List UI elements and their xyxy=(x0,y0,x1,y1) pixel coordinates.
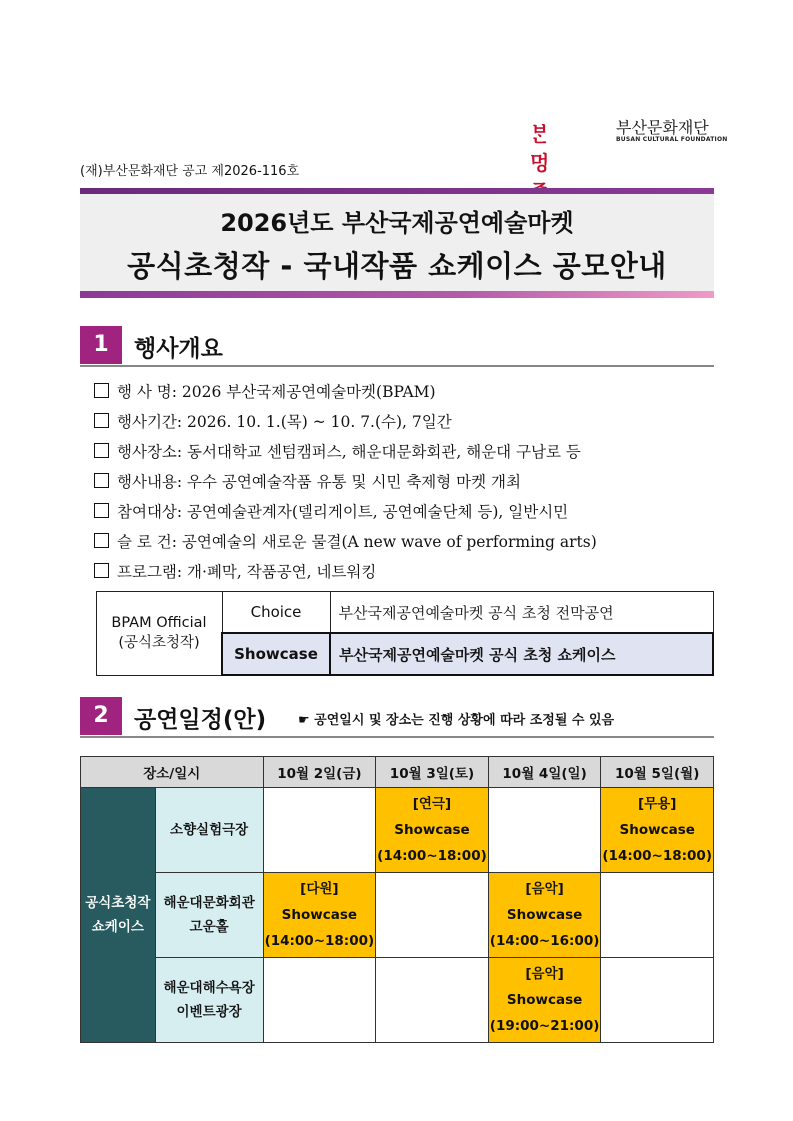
section-2-header xyxy=(80,697,714,737)
logo-mark-icon: ᄇᆞᆫ멍 xyxy=(530,122,548,175)
event-type: Showcase xyxy=(619,822,695,838)
overview-text: 슬 로 건: 공연예술의 새로운 물결(A new wave of performing arts) xyxy=(117,533,597,551)
program-label xyxy=(97,592,223,676)
checkbox-icon xyxy=(94,443,109,458)
schedule-table xyxy=(80,756,714,1043)
event-type: Showcase xyxy=(281,907,358,923)
schedule-header-cell: 장소/일시 xyxy=(81,757,264,788)
section-number: 1 xyxy=(80,326,122,364)
venue-line: 이벤트광장 xyxy=(176,1004,242,1020)
overview-item xyxy=(94,500,568,522)
section-divider xyxy=(80,736,714,738)
event-type: Showcase xyxy=(394,822,470,838)
venue-line: 해운대해수욕장 xyxy=(163,980,255,996)
checkbox-icon xyxy=(94,503,109,518)
schedule-cell-event xyxy=(488,873,601,958)
overview-text: 참여대상: 공연예술관계자(델리게이트, 공연예술단체 등), 일반시민 xyxy=(117,503,569,521)
schedule-category xyxy=(81,788,156,1043)
event-type: Showcase xyxy=(506,907,583,923)
schedule-cell-empty xyxy=(376,958,489,1043)
title-bar-top xyxy=(80,188,714,194)
overview-item xyxy=(94,440,581,462)
program-type-highlight: Showcase xyxy=(222,633,330,675)
venue-cell xyxy=(155,958,263,1043)
title-line-2: 공식초청작 - 국내작품 쇼케이스 공모안내 xyxy=(127,249,667,283)
schedule-cell-empty xyxy=(376,873,489,958)
overview-item xyxy=(94,560,376,582)
logo-name: 부산문화재단 xyxy=(616,118,709,137)
overview-text: 행사장소: 동서대학교 센텀캠퍼스, 해운대문화회관, 해운대 구남로 등 xyxy=(117,443,581,461)
notice-number: (재)부산문화재단 공고 제2026-116호 xyxy=(80,164,300,179)
section-1-header xyxy=(80,326,714,366)
program-type: Choice xyxy=(222,592,330,634)
overview-text: 행사기간: 2026. 10. 1.(목) ~ 10. 7.(수), 7일간 xyxy=(117,413,452,431)
event-time: (14:00~18:00) xyxy=(602,848,712,864)
overview-item xyxy=(94,380,436,402)
program-label-line: BPAM Official xyxy=(111,615,207,632)
overview-item xyxy=(94,530,597,552)
checkbox-icon xyxy=(94,413,109,428)
schedule-cell-event xyxy=(488,958,601,1043)
schedule-header-cell: 10월 5일(월) xyxy=(601,757,714,788)
title-line-1: 2026년도 부산국제공연예술마켓 xyxy=(220,209,574,237)
event-genre: [음악] xyxy=(525,966,564,982)
checkbox-icon xyxy=(94,563,109,578)
schedule-cell-event xyxy=(376,788,489,873)
schedule-cell-event xyxy=(601,788,714,873)
schedule-cell-empty xyxy=(488,788,601,873)
section-divider xyxy=(80,365,714,367)
schedule-cell-empty xyxy=(263,788,376,873)
event-type: Showcase xyxy=(506,992,583,1008)
section-number: 2 xyxy=(80,697,122,735)
overview-item xyxy=(94,410,452,432)
logo-subtitle: BUSAN CULTURAL FOUNDATION xyxy=(616,136,728,143)
venue-line: 해운대문화회관 xyxy=(163,895,255,911)
program-label-line: (공식초청작) xyxy=(118,635,200,652)
schedule-cell-empty xyxy=(601,873,714,958)
venue-line: 고운홀 xyxy=(189,919,229,935)
checkbox-icon xyxy=(94,533,109,548)
program-desc: 부산국제공연예술마켓 공식 초청 전막공연 xyxy=(330,592,713,634)
category-line: 쇼케이스 xyxy=(91,919,144,935)
program-table xyxy=(96,591,714,676)
schedule-cell-event xyxy=(263,873,376,958)
event-time: (14:00~18:00) xyxy=(264,933,375,949)
event-genre: [무용] xyxy=(637,796,677,812)
venue-line: 소향실험극장 xyxy=(169,822,249,838)
program-desc-highlight: 부산국제공연예술마켓 공식 초청 쇼케이스 xyxy=(330,633,713,675)
venue-cell xyxy=(155,873,263,958)
section-title: 공연일정(안) xyxy=(134,707,267,733)
event-genre: [음악] xyxy=(525,881,564,897)
checkbox-icon xyxy=(94,383,109,398)
event-genre: [다원] xyxy=(300,881,339,897)
schedule-cell-empty xyxy=(601,958,714,1043)
schedule-note: ☛ 공연일시 및 장소는 진행 상황에 따라 조정될 수 있음 xyxy=(298,713,615,728)
schedule-header-cell: 10월 4일(일) xyxy=(488,757,601,788)
event-time: (19:00~21:00) xyxy=(489,1018,600,1034)
section-title: 행사개요 xyxy=(134,336,223,362)
overview-text: 행사내용: 우수 공연예술작품 유통 및 시민 축제형 마켓 개최 xyxy=(117,473,521,491)
checkbox-icon xyxy=(94,473,109,488)
venue-cell xyxy=(155,788,263,873)
event-time: (14:00~18:00) xyxy=(377,848,487,864)
schedule-header-cell: 10월 3일(토) xyxy=(376,757,489,788)
event-genre: [연극] xyxy=(412,796,452,812)
overview-item xyxy=(94,470,521,492)
title-bar-bottom xyxy=(80,291,714,298)
overview-text: 프로그램: 개·폐막, 작품공연, 네트워킹 xyxy=(117,563,377,581)
schedule-header-cell: 10월 2일(금) xyxy=(263,757,376,788)
category-line: 공식초청작 xyxy=(85,895,151,911)
overview-text: 행 사 명: 2026 부산국제공연예술마켓(BPAM) xyxy=(117,383,436,401)
schedule-cell-empty xyxy=(263,958,376,1043)
event-time: (14:00~16:00) xyxy=(489,933,600,949)
